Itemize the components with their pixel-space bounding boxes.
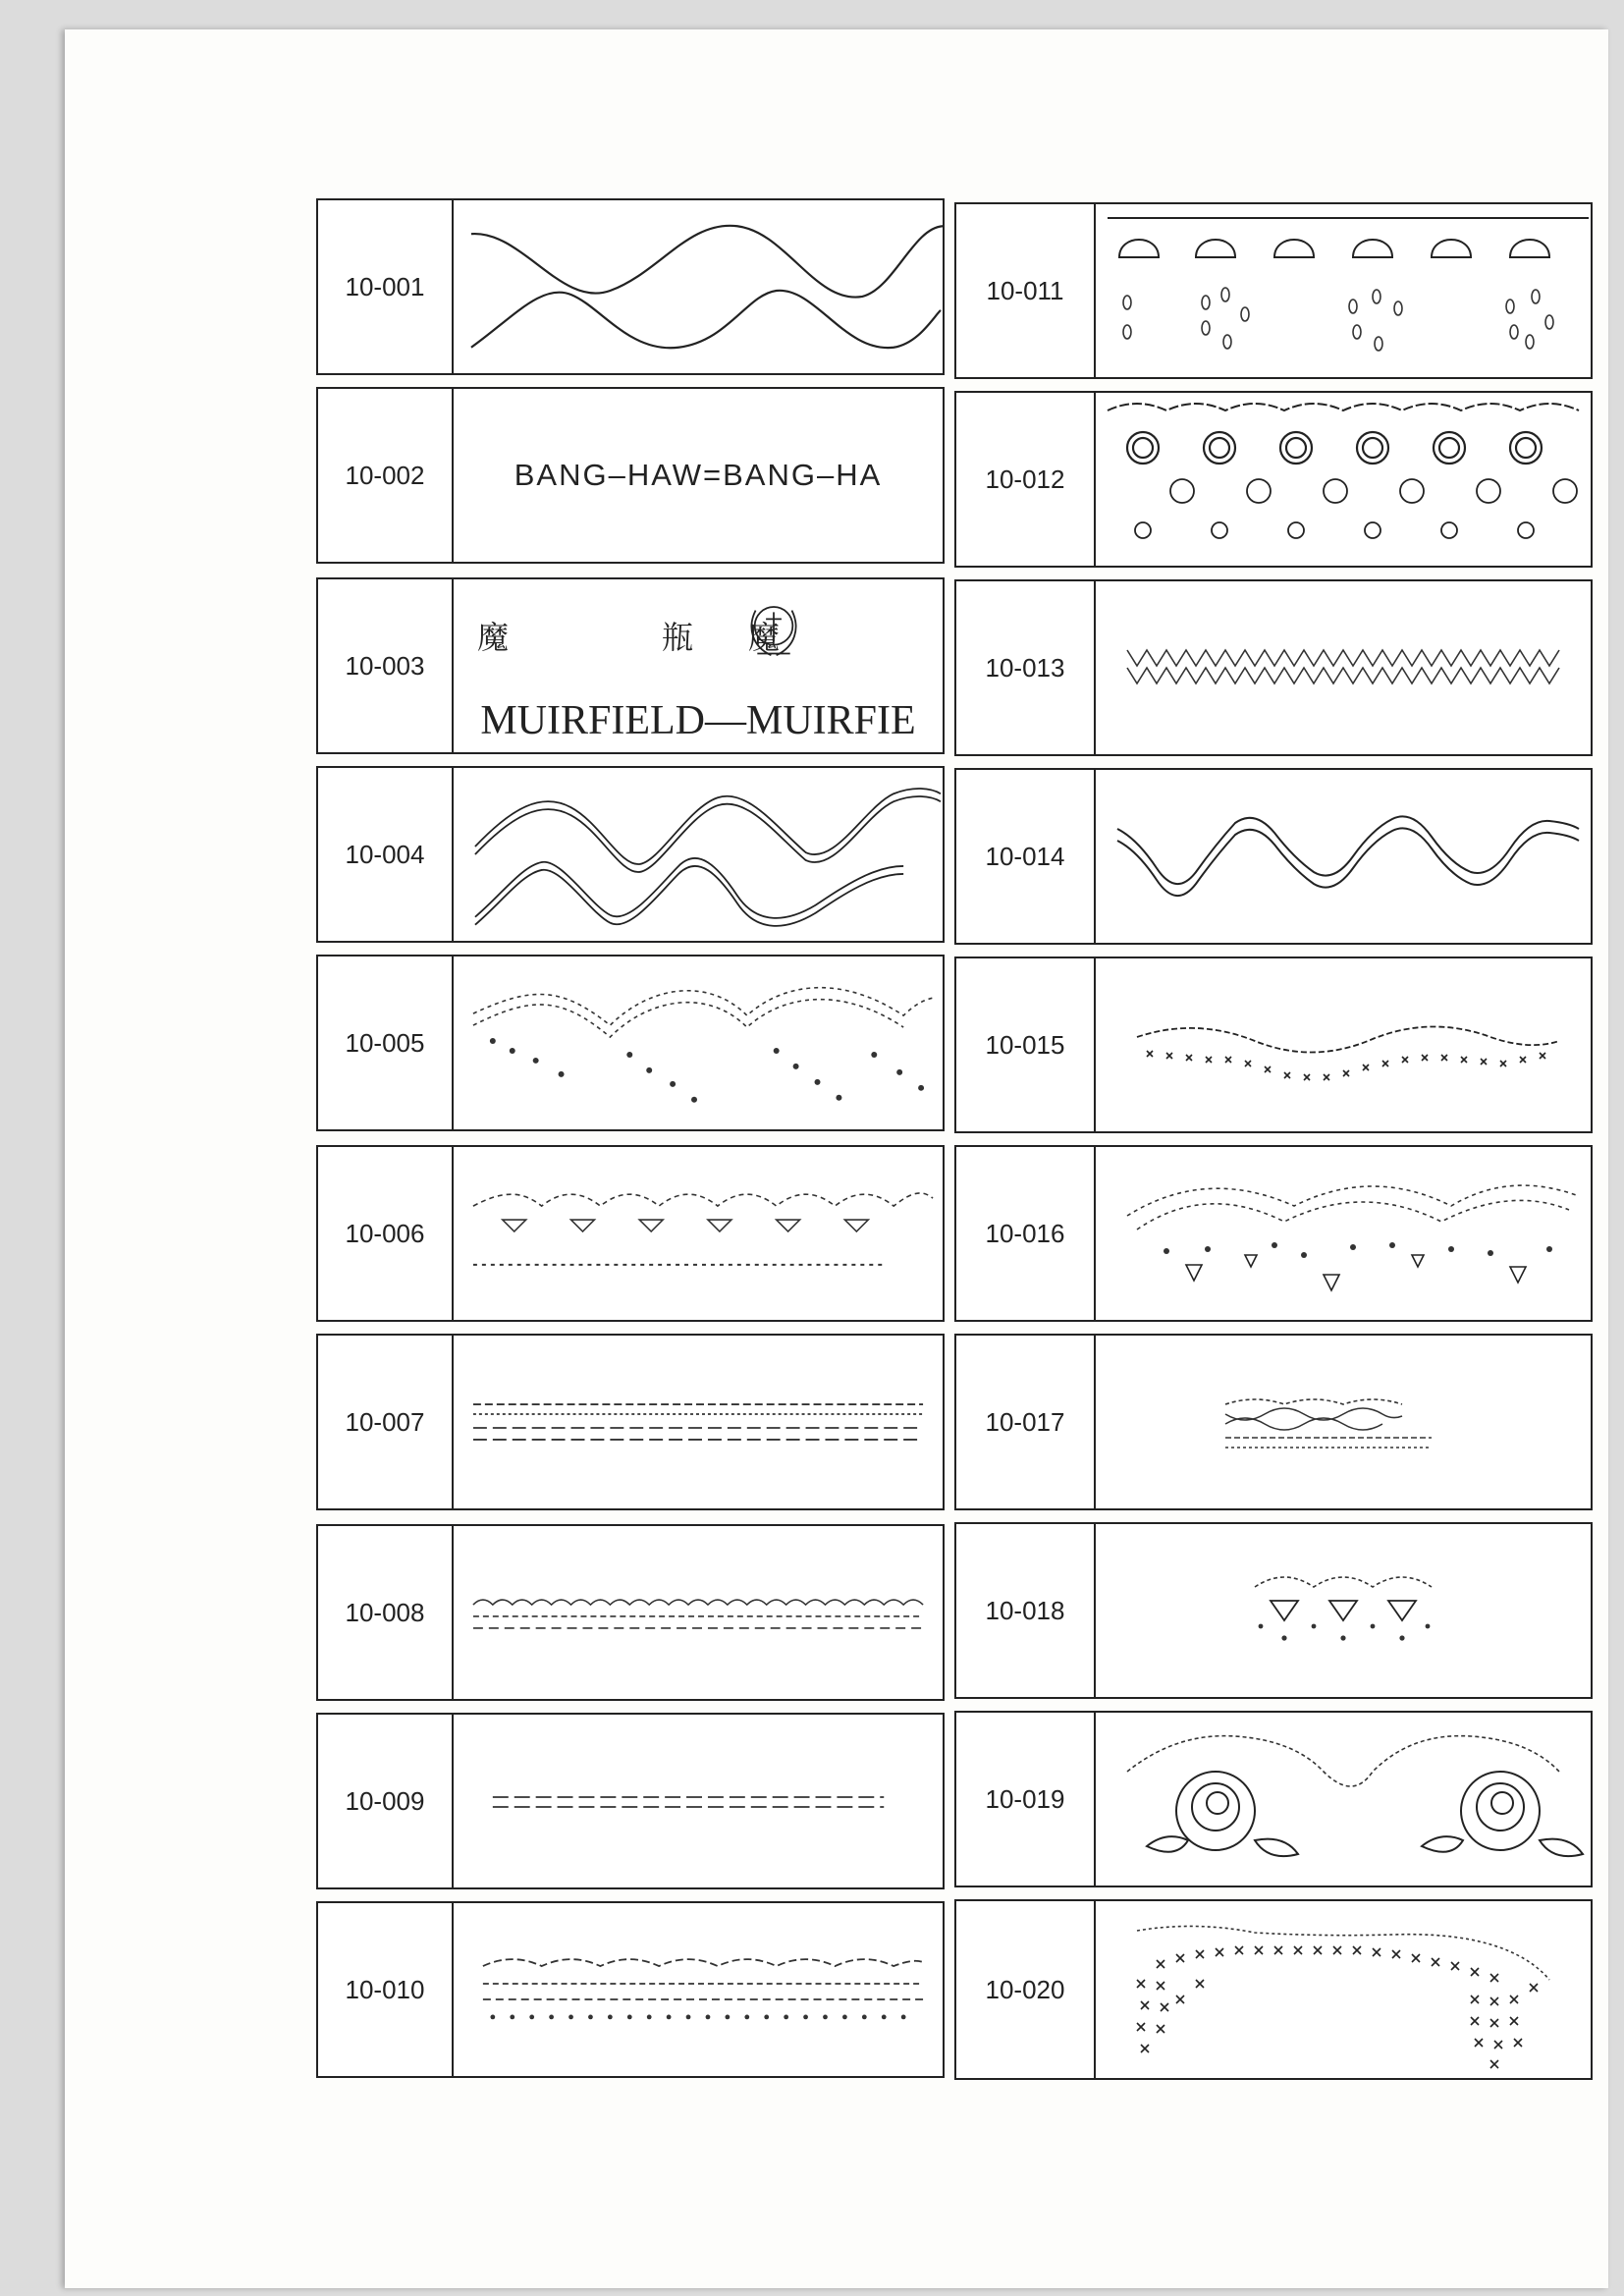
rose-motif-pattern <box>1096 1713 1591 1886</box>
item-code: 10-015 <box>956 958 1096 1131</box>
item-10-019 <box>954 1711 1593 1887</box>
item-code: 10-018 <box>956 1524 1096 1697</box>
item-code: 10-013 <box>956 581 1096 754</box>
woven-label-pattern <box>454 579 943 752</box>
half-moon-flowers-svg <box>1096 204 1591 377</box>
cross-stitch-arch-pattern <box>1096 1901 1591 2078</box>
item-code: 10-001 <box>318 200 454 373</box>
eyelet-band-svg <box>454 1147 943 1320</box>
dash-band-pattern <box>454 1336 943 1508</box>
item-code: 10-006 <box>318 1147 454 1320</box>
item-10-004 <box>316 766 945 943</box>
double-line-wave-svg <box>454 768 943 941</box>
item-10-016 <box>954 1145 1593 1322</box>
item-code: 10-005 <box>318 957 454 1129</box>
item-code: 10-007 <box>318 1336 454 1508</box>
small-braid-pattern <box>1096 1336 1591 1508</box>
item-10-001 <box>316 198 945 375</box>
item-code: 10-004 <box>318 768 454 941</box>
item-10-010 <box>316 1901 945 2078</box>
small-diamonds-svg <box>1096 1524 1591 1697</box>
item-10-015 <box>954 957 1593 1133</box>
thin-band-pattern <box>454 1715 943 1887</box>
item-10-005 <box>316 955 945 1131</box>
text-label-pattern <box>454 389 943 562</box>
double-wave-pattern <box>454 200 943 373</box>
zigzag-stitch-pattern <box>1096 581 1591 754</box>
dash-band-svg <box>454 1336 943 1508</box>
item-code: 10-009 <box>318 1715 454 1887</box>
scallop-band-pattern <box>454 1526 943 1699</box>
ring-band-pattern <box>454 1903 943 2076</box>
zigzag-stitch-svg <box>1096 581 1591 754</box>
label-glyph: 魔 <box>748 619 781 656</box>
item-code: 10-011 <box>956 204 1096 377</box>
ring-band-svg <box>454 1903 943 2076</box>
circle-eyelets-pattern <box>1096 393 1591 566</box>
item-code: 10-019 <box>956 1713 1096 1886</box>
item-code: 10-003 <box>318 579 454 752</box>
item-10-013 <box>954 579 1593 756</box>
catalog-page <box>65 29 1608 2288</box>
cross-stitch-arch-svg <box>1096 1901 1591 2078</box>
item-code: 10-020 <box>956 1901 1096 2078</box>
item-code: 10-008 <box>318 1526 454 1699</box>
circle-eyelets-svg <box>1096 393 1591 566</box>
cross-wave-svg <box>1096 958 1591 1131</box>
rose-motif-svg <box>1096 1713 1591 1886</box>
item-10-020 <box>954 1899 1593 2080</box>
small-diamonds-pattern <box>1096 1524 1591 1697</box>
item-code: 10-012 <box>956 393 1096 566</box>
item-10-008 <box>316 1524 945 1701</box>
item-code: 10-014 <box>956 770 1096 943</box>
small-braid-svg <box>1096 1336 1591 1508</box>
label-glyph: 瓶 <box>662 619 694 656</box>
item-10-009 <box>316 1713 945 1889</box>
half-moon-flowers-pattern <box>1096 204 1591 377</box>
scalloped-wave-pattern <box>1096 770 1591 943</box>
eyelet-scallop-svg <box>454 957 943 1129</box>
item-code: 10-010 <box>318 1903 454 2076</box>
cross-wave-pattern <box>1096 958 1591 1131</box>
item-code: 10-002 <box>318 389 454 562</box>
item-code: 10-017 <box>956 1336 1096 1508</box>
item-10-017 <box>954 1334 1593 1510</box>
item-10-012 <box>954 391 1593 568</box>
label-glyph: 魔 <box>477 619 510 656</box>
item-10-007 <box>316 1334 945 1510</box>
scallop-band-svg <box>454 1526 943 1699</box>
double-wave-svg <box>454 200 943 373</box>
item-10-011 <box>954 202 1593 379</box>
item-10-018 <box>954 1522 1593 1699</box>
scalloped-wave-svg <box>1096 770 1591 943</box>
floral-scallop-pattern <box>1096 1147 1591 1320</box>
eyelet-scallop-pattern <box>454 957 943 1129</box>
label-text: BANG–HAW=BANG–HA <box>514 458 883 492</box>
floral-scallop-svg <box>1096 1147 1591 1320</box>
double-line-wave-pattern <box>454 768 943 941</box>
label-text: MUIRFIELD—MUIRFIE <box>480 698 916 743</box>
item-10-003 <box>316 577 945 754</box>
item-10-014 <box>954 768 1593 945</box>
eyelet-band-pattern <box>454 1147 943 1320</box>
item-10-006 <box>316 1145 945 1322</box>
item-code: 10-016 <box>956 1147 1096 1320</box>
thin-band-svg <box>454 1715 943 1887</box>
item-10-002 <box>316 387 945 564</box>
